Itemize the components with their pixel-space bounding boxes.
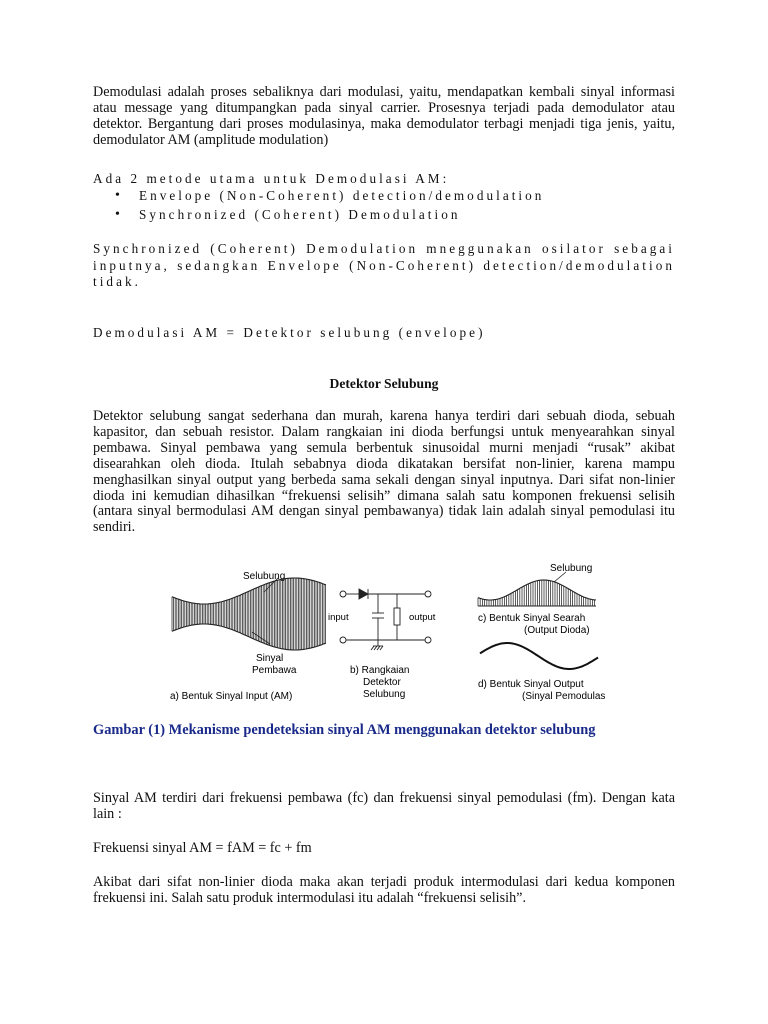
diode-symbol [359,589,368,599]
input-terminal-top [340,591,346,597]
paragraph-detektor: Detektor selubung sangat sederhana dan murah, karena hanya terdiri dari sebuah dioda, sebuah kapasitor, dan sebuah resistor. Dalam rangkaian ini dioda berfungsi untuk menyearahkan sinyal pembawa. Sinyal pembawa yang semula berbentuk sinusoidal murni menjadi “rusak” akibat disearahkan oleh dioda. Itulah sebabnya dioda dikatakan bersifat non-linier, karena mampu menghasilkan sinyal output yang berbeda sama sekali dengan sinyal inputnya. Dari sifat non-linier dioda ini kemudian dihasilkan “frekuensi selisih” dimana salah satu komponen frekuensi selisih (antara sinyal bermodulasi AM dengan sinyal pembawanya) tidak lain adalah sinyal pemodulasi itu sendiri. [93,408,675,536]
equation-demodulasi: Demodulasi AM = Detektor selubung (envelope) [93,325,486,340]
am-carrier-waveform [172,578,326,650]
caption-c-line1: c) Bentuk Sinyal Searah [478,613,586,624]
caption-c-line2: (Output Dioda) [524,625,590,636]
paragraph-sinyal-am: Sinyal AM terdiri dari frekuensi pembawa (fc) dan frekuensi sinyal pemodulasi (fm). Dengan kata lain : [93,790,675,822]
equation-frekuensi: Frekuensi sinyal AM = fAM = fc + fm [93,840,312,856]
list-item: • Envelope (Non-Coherent) detection/demodulation [93,187,675,206]
output-signal-diagram [478,643,606,702]
input-terminal-bottom [340,637,346,643]
paragraph-synchronized: Synchronized (Coherent) Demodulation mneggunakan osilator sebagai inputnya, sedangkan Envelope (Non-Coherent) detection/demodulation tidak. [93,241,675,290]
caption-d-line2: (Sinyal Pemodulasi) [522,691,606,702]
label-sinyal-a: Sinyal [256,653,284,664]
methods-intro: Ada 2 metode utama untuk Demodulasi AM: [93,171,450,186]
output-terminal-top [425,591,431,597]
label-input: input [328,612,349,623]
list-item: • Synchronized (Coherent) Demodulation [93,206,675,225]
caption-d-line1: d) Bentuk Sinyal Output [478,679,584,690]
section-heading: Detektor Selubung [329,376,439,391]
envelope-detector-figure [166,556,606,706]
am-input-signal-diagram [170,571,326,702]
caption-b-line1: b) Rangkaian [350,665,410,676]
resistor-symbol [394,608,400,625]
rectified-signal-diagram [478,563,596,636]
paragraph-akibat: Akibat dari sifat non-linier dioda maka akan terjadi produk intermodulasi dari kedua komponen frekuensi ini. Salah satu produk intermodulasi itu adalah “frekuensi selisih”. [93,874,675,906]
output-sine-waveform [480,643,598,669]
caption-b-line2: Detektor [363,677,401,688]
caption-a: a) Bentuk Sinyal Input (AM) [170,691,293,702]
paragraph-intro: Demodulasi adalah proses sebaliknya dari modulasi, yaitu, mendapatkan kembali sinyal informasi atau message yang ditumpangkan pada sinyal carrier. Prosesnya terjadi pada demodulator atau detektor. Bergantung dari proses modulasinya, maka demodulator terbagi menjadi tiga jenis, yaitu, demodulator AM (amplitude modulation) [93,84,675,148]
figure-caption: Gambar (1) Mekanisme pendeteksian sinyal AM menggunakan detektor selubung [93,722,596,738]
rectified-waveform [478,580,595,606]
caption-b-line3: Selubung [363,689,406,700]
label-pembawa-a: Pembawa [252,665,297,676]
label-output: output [409,612,436,623]
label-selubung-c: Selubung [550,563,593,574]
output-terminal-bottom [425,637,431,643]
label-selubung-a: Selubung [243,571,286,582]
methods-list [93,187,675,224]
